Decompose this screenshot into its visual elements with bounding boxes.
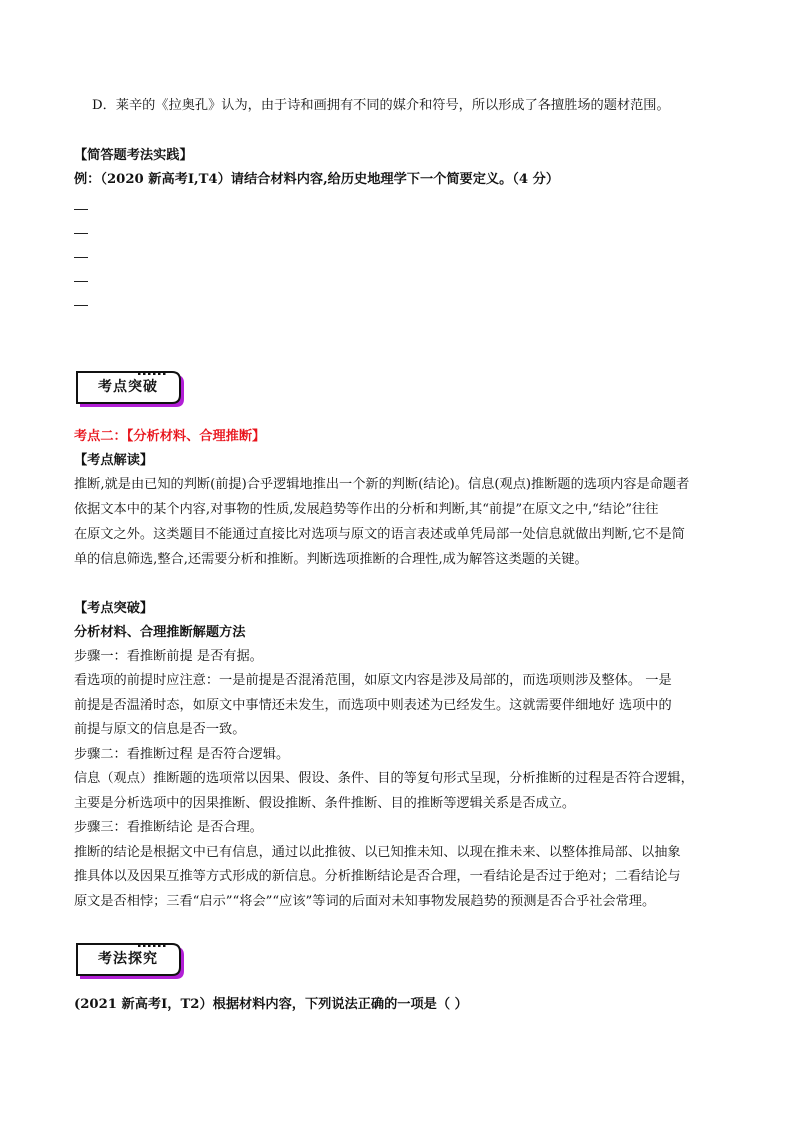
method-line: 前提是否温淆时态，如原文中事情还未发生，而选项中则表述为已经发生。这就需要伴细地好 选项中的 — [74, 698, 672, 713]
method-line: 信息（观点）推断题的选项常以因果、假设、条件、目的等复句形式呈现，分析推断的过程是否符合逻辑， — [74, 771, 694, 786]
paragraph-line: 依据文本中的某个内容,对事物的性质,发展趋势等作出的分析和判断,其“前提”在原文之中,“结论”往往 — [74, 502, 659, 517]
example-question: 例：（2020 新高考Ⅰ,T4）请结合材料内容,给历史地理学下一个简要定义。（4 分） — [74, 172, 560, 187]
badge-label: 考点突破 — [98, 379, 158, 395]
method-line: 步骤三：看推断结论 是否合理。 — [74, 820, 263, 835]
breakthrough-heading: 【考点突破】 — [74, 601, 154, 616]
method-line: 推具体以及因果互推等方式形成的新信息。分析推断结论是否合理，一看结论是否过于绝对；二看结论与 — [74, 869, 681, 884]
method-title: 分析材料、合理推断解题方法 — [74, 625, 246, 640]
method-line: 推断的结论是根据文中已有信息，通过以此推彼、以已知推未知、以现在推未来、以整体推局部、以抽象 — [74, 845, 681, 860]
answer-line — [74, 233, 88, 234]
paragraph-line: 推断,就是由已知的判断(前提)合乎逻辑地推出一个新的判断(结论)。信息(观点)推断题的选项内容是命题者 — [74, 477, 690, 492]
method-line: 前提与原文的信息是否一致。 — [74, 722, 246, 737]
interpret-heading: 【考点解读】 — [74, 453, 154, 468]
answer-line — [74, 257, 88, 258]
question-text: (2021 新高考Ⅰ，T2）根据材料内容，下列说法正确的一项是（ ） — [74, 997, 468, 1012]
answer-line — [74, 209, 88, 210]
method-line: 主要是分析选项中的因果推断、假设推断、条件推断、目的推断等逻辑关系是否成立。 — [74, 796, 576, 811]
section-badge-kaofa-tanjiu — [76, 943, 186, 979]
section-title: 考点二：【分析材料、合理推断】 — [74, 429, 266, 444]
short-answer-heading: 【简答题考法实践】 — [74, 148, 193, 163]
paragraph-line: 单的信息筛选,整合,还需要分析和推断。判断选项推断的合理性,成为解答这类题的关键。 — [74, 552, 588, 567]
answer-line — [74, 305, 88, 306]
option-d: D．莱辛的《拉奥孔》认为，由于诗和画拥有不同的媒介和符号，所以形成了各擅胜场的题材范围。 — [92, 98, 670, 113]
method-line: 步骤二：看推断过程 是否符合逻辑。 — [74, 747, 290, 762]
paragraph-line: 在原文之外。这类题目不能通过直接比对选项与原文的语言表述或单凭局部一处信息就做出判断,它不是简 — [74, 527, 685, 542]
answer-line — [74, 281, 88, 282]
section-badge-kaodian-tupo — [76, 371, 186, 407]
method-line: 看选项的前提时应注意：一是前提是否混淆范围，如原文内容是涉及局部的，而选项则涉及整体。 一是 — [74, 673, 672, 688]
method-line: 原文是否相悖；三看“启示”“将会”“应该”等词的后面对未知事物发展趋势的预测是否合乎社会常理。 — [74, 894, 656, 909]
badge-label: 考法探究 — [98, 951, 158, 967]
method-line: 步骤一：看推断前提 是否有据。 — [74, 649, 263, 664]
